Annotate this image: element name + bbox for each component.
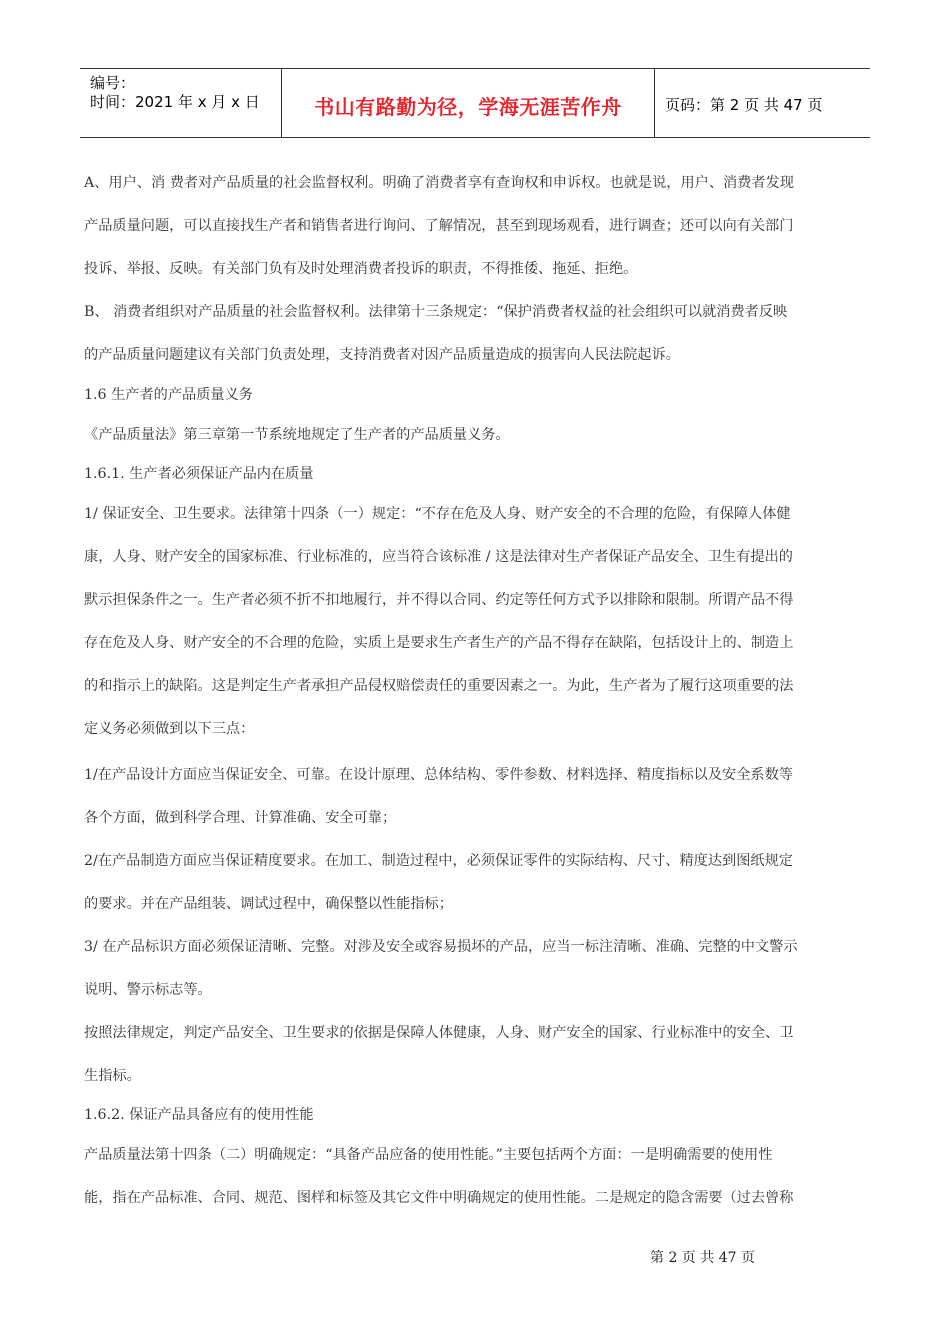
body-line: B、 消费者组织对产品质量的社会监督权利。法律第十三条规定：“保护消费者权益的社会组织可以就消费者反映 [84,304,788,320]
body-line: 默示担保条件之一。生产者必须不折不扣地履行，并不得以合同、约定等任何方式予以排除和限制。所谓产品不得 [84,592,794,608]
body-line: 产品质量法第十四条（二）明确规定：“具备产品应备的使用性能。”主要包括两个方面：一是明确需要的使用性 [84,1147,773,1163]
body-line: 3/ 在产品标识方面必须保证清晰、完整。对涉及安全或容易损坏的产品，应当一标注清晰、准确、完整的中文警示 [84,939,798,955]
body-line: 存在危及人身、财产安全的不合理的危险，实质上是要求生产者生产的产品不得存在缺陷，包括设计上的、制造上 [84,635,794,651]
body-line: 投诉、举报、反映。有关部门负有及时处理消费者投诉的职责，不得推倭、拖延、拒绝。 [84,261,638,277]
body-line: 按照法律规定，判定产品安全、卫生要求的依据是保障人体健康，人身、财产安全的国家、行业标准中的安全、卫 [84,1025,794,1041]
body-line: 生指标。 [84,1068,141,1084]
document-number-label: 编号： [90,74,136,92]
page-header [80,68,870,138]
subsection-heading: 1.6.1. 生产者必须保证产品内在质量 [84,466,314,482]
body-line: 2/在产品制造方面应当保证精度要求。在加工、制造过程中，必须保证零件的实际结构、尺寸、精度达到图纸规定 [84,853,793,869]
body-line: 康，人身、财产安全的国家标准、行业标准的，应当符合该标准 / 这是法律对生产者保证产品安全、卫生有提出的 [84,549,793,565]
page-footer: 第 2 页 共 47 页 [650,1250,755,1266]
section-heading: 1.6 生产者的产品质量义务 [84,387,253,403]
header-left-cell [80,69,282,137]
body-line: 定义务必须做到以下三点： [84,721,255,737]
body-line: 能，指在产品标准、合同、规范、图样和标签及其它文件中明确规定的使用性能。二是规定的隐含需要（过去曾称 [84,1190,794,1206]
body-line: 说明、警示标志等。 [84,982,212,998]
subsection-heading: 1.6.2. 保证产品具备应有的使用性能 [84,1107,314,1123]
header-page-label: 页码：第 2 页 共 47 页 [665,96,823,114]
body-line: 产品质量问题，可以直接找生产者和销售者进行询问、了解情况，甚至到现场观看，进行调查；还可以向有关部门 [84,218,794,234]
body-line: 1/ 保证安全、卫生要求。法律第十四条（一）规定：“不存在危及人身、财产安全的不合理的危险，有保障人体健 [84,506,791,522]
document-date-label: 时间：2021 年 x 月 x 日 [90,93,260,111]
body-line: 的产品质量问题建议有关部门负责处理，支持消费者对因产品质量造成的损害向人民法院起诉。 [84,347,680,363]
body-line: 各个方面，做到科学合理、计算准确、安全可靠； [84,810,397,826]
body-line: 的和指示上的缺陷。这是判定生产者承担产品侵权赔偿责任的重要因素之一。为此，生产者为了履行这项重要的法 [84,678,794,694]
header-middle-cell [282,69,655,137]
body-line: 《产品质量法》第三章第一节系统地规定了生产者的产品质量义务。 [84,427,510,443]
header-motto: 书山有路勤为径，学海无涯苦作舟 [314,95,622,119]
body-line: 的要求。并在产品组装、调试过程中，确保整以性能指标； [84,896,453,912]
body-line: 1/在产品设计方面应当保证安全、可靠。在设计原理、总体结构、零件参数、材料选择、精度指标以及安全系数等 [84,767,793,783]
body-line: A、用户、消 费者对产品质量的社会监督权利。明确了消费者享有查询权和申诉权。也就是说，用户、消费者发现 [84,175,794,191]
header-right-cell [655,69,870,137]
